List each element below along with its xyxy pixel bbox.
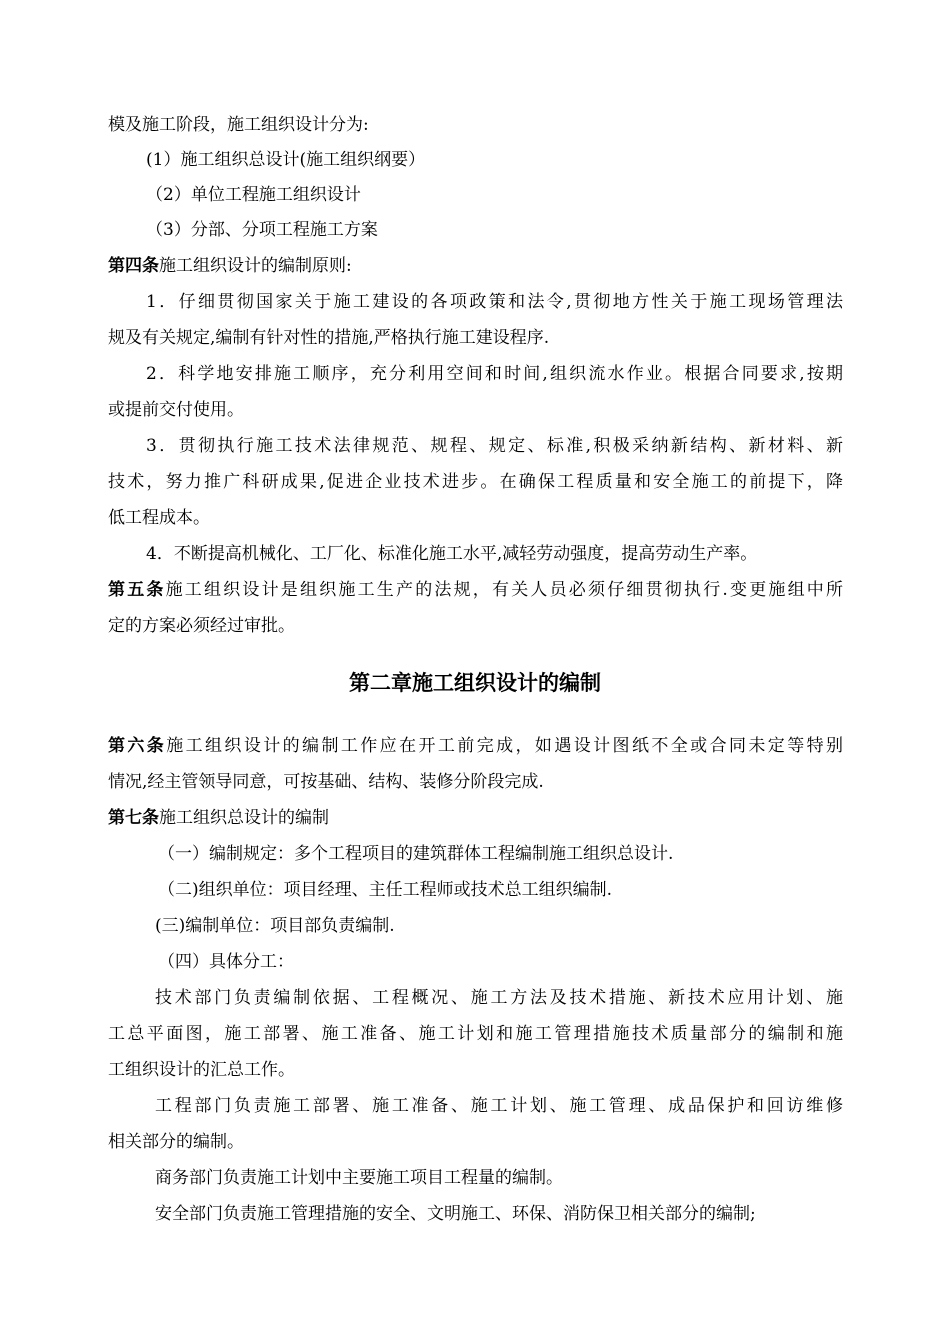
text-line: 2．科学地安排施工顺序，充分利用空间和时间,组织流水作业。根据合同要求,按期 bbox=[146, 364, 843, 384]
text-line: 模及施工阶段，施工组织设计分为: bbox=[108, 115, 369, 135]
article-label: 第五条 bbox=[108, 580, 166, 600]
text-line: 工组织设计的汇总工作。 bbox=[108, 1060, 295, 1080]
article-5-line bbox=[108, 578, 843, 602]
article-label: 第七条 bbox=[108, 808, 159, 828]
article-text: 施工组织设计的编制工作应在开工前完成，如遇设计图纸不全或合同未定等特别 bbox=[166, 736, 844, 756]
text-line: 商务部门负责施工计划中主要施工项目工程量的编制。 bbox=[155, 1168, 563, 1188]
text-line: （二)组织单位：项目经理、主任工程师或技术总工组织编制. bbox=[158, 880, 613, 900]
text-line: 定的方案必须经过审批。 bbox=[108, 616, 295, 636]
text-line: （一）编制规定：多个工程项目的建筑群体工程编制施工组织总设计. bbox=[158, 844, 674, 864]
text-line: 1．仔细贯彻国家关于施工建设的各项政策和法令,贯彻地方性关于施工现场管理法 bbox=[146, 292, 843, 312]
article-7-heading bbox=[108, 806, 843, 830]
article-text: 施工组织总设计的编制 bbox=[159, 808, 329, 828]
text-line: 规及有关规定,编制有针对性的措施,严格执行施工建设程序. bbox=[108, 328, 550, 348]
text-line: 工总平面图，施工部署、施工准备、施工计划和施工管理措施技术质量部分的编制和施 bbox=[108, 1024, 843, 1044]
text-line: 相关部分的编制。 bbox=[108, 1132, 244, 1152]
article-label: 第六条 bbox=[108, 736, 167, 756]
text-line: 情况,经主管领导同意，可按基础、结构、装修分阶段完成. bbox=[108, 772, 544, 792]
article-text: 施工组织设计是组织施工生产的法规，有关人员必须仔细贯彻执行.变更施组中所 bbox=[165, 580, 844, 600]
text-line: 工程部门负责施工部署、施工准备、施工计划、施工管理、成品保护和回访维修 bbox=[155, 1096, 843, 1116]
article-4-heading bbox=[108, 254, 843, 278]
text-line: 安全部门负责施工管理措施的安全、文明施工、环保、消防保卫相关部分的编制; bbox=[155, 1204, 756, 1224]
chapter-title: 第二章施工组织设计的编制 bbox=[349, 671, 601, 695]
text-line: 或提前交付使用。 bbox=[108, 400, 244, 420]
text-line: （四）具体分工： bbox=[158, 952, 294, 972]
text-line: 技术部门负责编制依据、工程概况、施工方法及技术措施、新技术应用计划、施 bbox=[155, 988, 843, 1008]
article-6-line bbox=[108, 734, 843, 758]
text-line: （2）单位工程施工组织设计 bbox=[146, 185, 361, 205]
text-line: 低工程成本。 bbox=[108, 508, 210, 528]
text-line: 4．不断提高机械化、工厂化、标准化施工水平,减轻劳动强度，提高劳动生产率。 bbox=[146, 544, 758, 564]
text-line: (三)编制单位：项目部负责编制. bbox=[155, 916, 395, 936]
text-line: 3．贯彻执行施工技术法律规范、规程、规定、标准,积极采纳新结构、新材料、新 bbox=[146, 436, 843, 456]
text-line: (1）施工组织总设计(施工组织纲要） bbox=[146, 150, 426, 170]
text-line: 技术，努力推广科研成果,促进企业技术进步。在确保工程质量和安全施工的前提下，降 bbox=[108, 472, 843, 492]
article-text: 施工组织设计的编制原则: bbox=[159, 256, 352, 276]
text-line: （3）分部、分项工程施工方案 bbox=[146, 220, 378, 240]
article-label: 第四条 bbox=[108, 256, 159, 276]
